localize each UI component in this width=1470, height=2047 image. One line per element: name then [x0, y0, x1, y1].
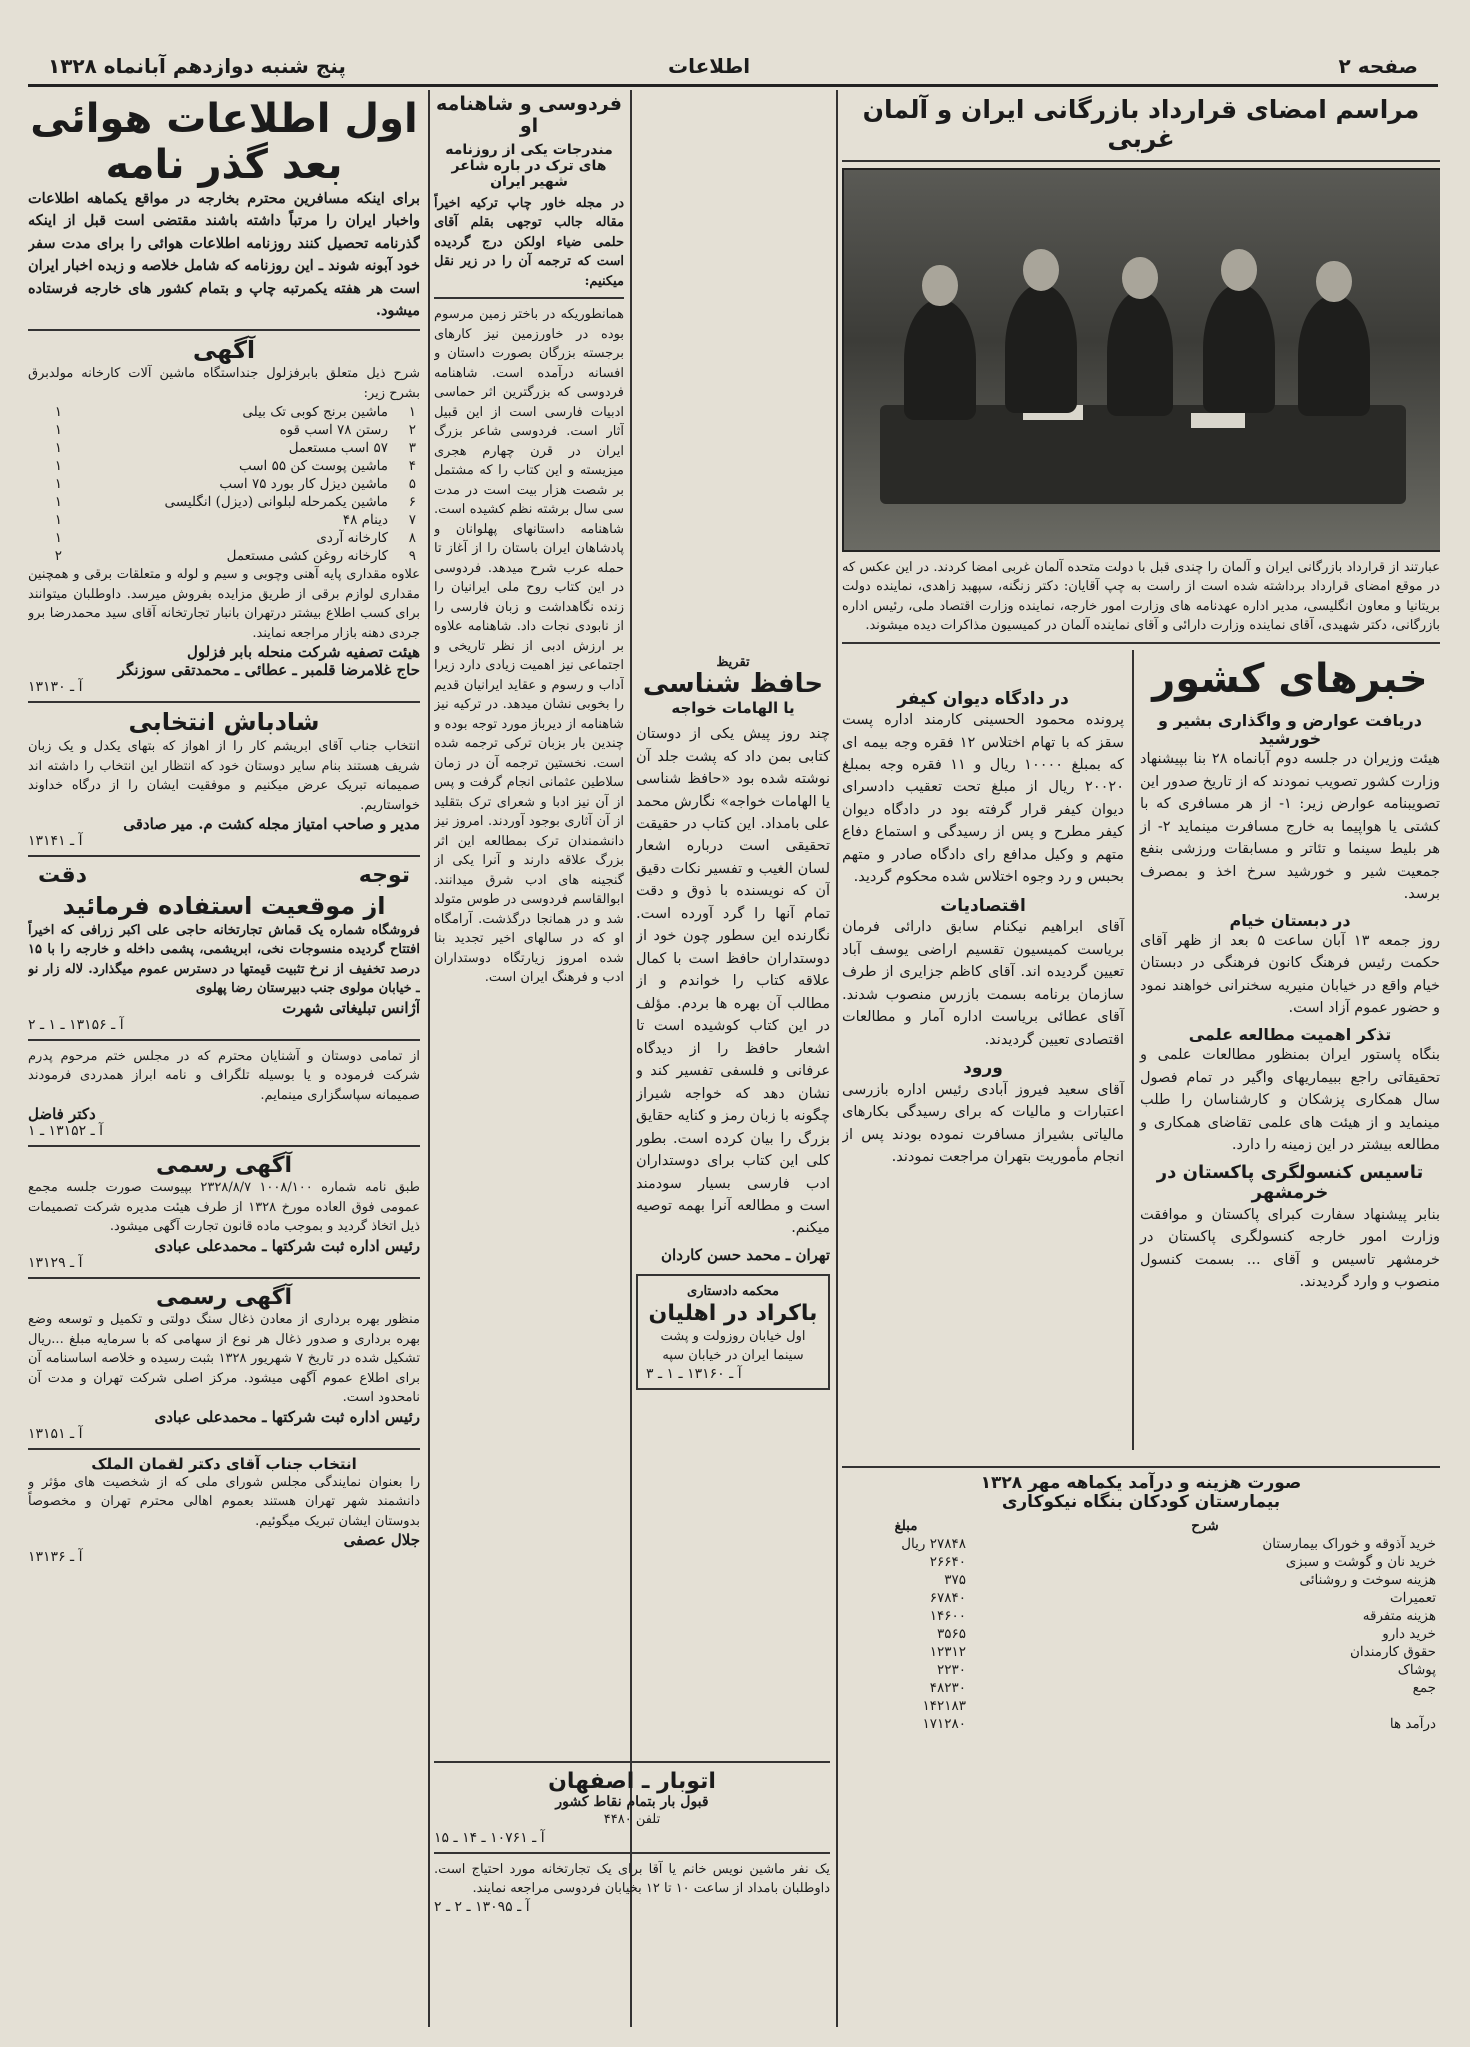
bus-ad: اتوبار ـ اصفهان قبول بار بتمام نقاط کشور تلفن ۴۴۸۰ آ ـ ۱۰۷۶۱ ـ ۱۴ ـ ۱۵ یک نفر ماشین نویس خانم یا آقا برای یک تجارتخانه مورد احتیاج است. داوطلبان بامداد از ساعت ۱۰ تا ۱۲ بخیابان فردوسی مراجعه نمایند. آ ـ ۱۳۰۹۵ ـ ۲ ـ ۲: [434, 1755, 830, 1915]
charity-table: شرح مبلغ خرید آذوقه و خوراک بیمارستان ۲۷۸۴۸ ریال خرید نان و گوشت و سبزی ۲۶۶۴۰ هزینه سوخت و روشنائی ۳۷۵ تعمیرات ۶۷۸۴۰ هزینه متفرقه ۱۴۶۰۰ خرید دارو ۳۵۶۵ حقوق کارمندان ۱۲۳۱۲ پوشاک ۲۲۳۰ جمع ۴۸۲۳۰ ۱۴۲۱۸۳ درآمد ها ۱۷۱۲۸۰: [842, 1517, 1440, 1733]
charity-report: [842, 1460, 1440, 1733]
hafez-signature: تهران ـ محمد حسن کاردان: [661, 1245, 830, 1264]
table-row: ۵ ماشین دیزل کار بورد ۷۵ اسب ۱: [54, 476, 416, 493]
ad1-title: آگهی: [192, 335, 256, 364]
review-label: تقریظ: [716, 655, 750, 670]
ad7-title: انتخاب جناب آقای دکتر لقمان الملک: [91, 1454, 357, 1473]
table-row: ۱ ماشین برنج کوبی تک بیلی ۱: [54, 404, 416, 421]
table-row: ۸ کارخانه آردی ۱: [54, 530, 416, 547]
court-title: در دادگاه دیوان کیفر: [897, 688, 1069, 709]
table-row: هزینه سوخت و روشنائی ۳۷۵: [944, 1571, 1436, 1588]
news-item: تاسیس کنسولگری پاکستان در خرمشهر بنابر پیشنهاد سفارت کبرای پاکستان و موافقت وزارت امور خارجه کنسولگری پاکستان در خرمشهر تاسیس و آقای ... بسمت کنسول منصوب و وارد گردیدند.: [1140, 1161, 1440, 1291]
date-line: پنج شنبه دوازدهم آبانماه ۱۳۲۸: [48, 54, 346, 78]
passport-headline: بعد گذر نامه: [105, 142, 343, 188]
bus-title: اتوبار ـ اصفهان: [548, 1769, 716, 1794]
ad-box: محکمه دادستاری باکراد در اهلیان اول خیابان روزولت و پشت سینما ایران در خیابان سپه آ ـ ۱۳۱۶۰ ـ ۱ ـ ۳: [636, 1274, 830, 1390]
column-rule: [836, 90, 838, 2027]
last-ad: یک نفر ماشین نویس خانم یا آقا برای یک تجارتخانه مورد احتیاج است. داوطلبان بامداد از ساعت ۱۰ تا ۱۲ بخیابان فردوسی مراجعه نمایند.: [434, 1861, 830, 1897]
news-item: تذکر اهمیت مطالعه علمی بنگاه پاستور ایران بمنظور مطالعات علمی و تحقیقاتی راجع ببیماریهای واگیر در تمام فصول سال همکاری پزشکان و کارشناسان را طلب مینماید و از هیئت های علمی تقاضای همکاری و مطالعه بیشتر در این زمینه را دارد.: [1140, 1024, 1440, 1154]
signing-headline: مراسم امضای قرارداد بازرگانی ایران و آلمان غربی: [862, 95, 1420, 153]
arrival-body: آقای سعید فیروز آبادی رئیس اداره بازرسی اعتبارات و مالیات که برای رسیدگی بکارهای مالیاتی بشیراز مسافرت نموده بودند پس از انجام مأموریت بتهران مراجعت نمودند.: [842, 1081, 1124, 1166]
page-number: صفحه ۲: [1338, 54, 1418, 78]
hafez-title: حافظ شناسی: [642, 669, 824, 699]
economy-body: آقای ابراهیم نیکنام سابق دارائی فرمان بریاست کمیسیون تقسیم اراضی یوسف آباد تعیین گردیده اند. آقای کاظم جزایری از طرف سازمان برنامه بسمت بازرس منصوب شدند. آقای عطائی بریاست اداره آمار و مطالعات اقتصادی تعیین گردیدند.: [842, 919, 1124, 1048]
hafez-subtitle: یا الهامات خواجه: [671, 698, 795, 717]
economy-title: اقتصادیات: [940, 895, 1026, 916]
charity-title: صورت هزینه و درآمد یکماهه مهر ۱۳۲۸: [980, 1472, 1302, 1493]
table-row: تعمیرات ۶۷۸۴۰: [929, 1589, 1436, 1606]
court-body: پرونده محمود الحسینی کارمند اداره پست سقز که با تهام اختلاس ۱۲ فقره وجه بیمه ای که بمبلغ ۱۰۰۰۰ ریال و ۱۱ فقره وجه بمبلغ ۲۰۰۲۰ ریال از مبلغ تحت تعقیب دادسرای دیوان کیفر قرار گرفته بود در دادگاه دیوان کیفر مطرح و پس از رسیدگی و استماع دفاع متهم و وکیل مدافع رای دادگاه صادر و متهم بحبس و رد وجوه اختلاس شده محکوم گردید.: [842, 712, 1124, 886]
ferdowsi-title: فردوسی و شاهنامه او: [436, 93, 622, 137]
ferdowsi-subtitle: مندرجات یکی از روزنامه های ترک در باره شاعر شهیر ایران: [445, 141, 613, 190]
table-row: جمع ۴۸۲۳۰: [929, 1679, 1436, 1696]
table-row: پوشاک ۲۲۳۰: [936, 1661, 1436, 1678]
column-rule: [630, 90, 632, 2027]
charity-subtitle: بیمارستان کودکان بنگاه نیکوکاری: [1001, 1492, 1281, 1513]
column-rule: [428, 90, 430, 2027]
table-row: خرید نان و گوشت و سبزی ۲۶۶۴۰: [929, 1553, 1436, 1570]
table-row: ۶ ماشین یکمرحله لبلوانی (دیزل) انگلیسی ۱: [54, 494, 416, 511]
machinery-table: [28, 403, 420, 565]
table-row: درآمد ها ۱۷۱۲۸۰: [922, 1715, 1436, 1732]
table-row: حقوق کارمندان ۱۲۳۱۲: [929, 1643, 1436, 1660]
arrival-title: ورود: [963, 1058, 1003, 1079]
ferdowsi-body: همانطوریکه در باختر زمین مرسوم بوده در خاورزمین نیز کارهای برجسته بزرگان بصورت داستان و افسانه درآمده است. شاهنامه فردوسی که بزرگترین اثر حماسی ادبیات فارسی است از این قبیل آثار است. فردوسی شاعر بزرگ ایران در قرن چهارم هجری میزیسته و این کتاب را که مشتمل بر شصت هزار بیت است در مدت سی سال برشته نظم کشیده است. شاهنامه داستانهای پهلوانان و پادشاهان ایران باستان را از آغاز تا حمله عرب شرح میدهد. فردوسی در این کتاب روح ملی ایرانیان را زنده نگاهداشت و زبان فارسی را از نابودی نجات داد. شاهنامه علاوه بر ارزش ادبی از نظر تاریخی و اجتماعی نیز اهمیت زیادی دارد زیرا آداب و رسوم و عقاید ایرانیان قدیم را بخوبی نشان میدهد. در ترکیه نیز شاهنامه از دیرباز مورد توجه بوده و چندین بار بزبان ترکی ترجمه شده است. نخستین ترجمه آن در زمان سلاطین عثمانی انجام گرفت و پس از آن نیز ادبا و شعرای ترک بتقلید از آن آثاری بوجود آوردند. امروز نیز دانشمندان ترک بمطالعه این اثر بزرگ علاقه دارند و آنرا یکی از گنجینه های ادب شرق میدانند. ابوالقاسم فردوسی در طوس متولد شد و در همانجا درگذشت. آرامگاه او که در سالهای اخیر تجدید بنا شده امروز زیارتگاه دوستداران ادب و فرهنگ ایران است.: [434, 307, 624, 986]
news-section: [1140, 650, 1440, 1294]
table-row: خرید آذوقه و خوراک بیمارستان ۲۷۸۴۸ ریال: [901, 1535, 1436, 1552]
news-title: خبرهای کشور: [1152, 655, 1428, 702]
ad2-title: شادباش انتخابی: [128, 708, 320, 737]
left-column: اول اطلاعات هوائی بعد گذر نامه برای اینکه مسافرین محترم بخارجه در مواقع یکماهه اطلاعات واخبار ایران را مرتباً داشته باشند مقتضی است قبل از اینکه گذرنامه تحصیل کنند روزنامه اطلاعات هوائی را برای مدت سفر خود آبونه شوند ـ این روزنامه که شامل خلاصه و زبده اخبار ایران است هر هفته یکمرتبه چاپ و بتمام کشور های خارجه فرستاده میشود. آگهی شرح ذیل متعلق بابرفزلول جنداستگاه ماشین آلات کارخانه مولدبرق بشرح زیر: ۱ ماشین برنج کوبی تک بیلی ۱ ۲ رستن ۷۸ اسب قوه ۱ ۳ ۵۷ اسب مستعمل ۱ ۴ ماشین پوست کن ۵۵ اسب ۱ ۵ ماشین دیزل کار بورد ۷۵ اسب ۱ ۶ ماشین یکمرحله لبلوانی (دیزل) انگلیسی ۱ ۷ دینام ۴۸ ۱ ۸ کارخانه آردی ۱ ۹ کارخانه روغن کشی مستعمل ۲ علاوه مقداری پایه آهنی وچوبی و سیم و لوله و متعلقات برقی و همچنین مقداری لوازم برقی از طریق مزایده بفروش میرسد. داوطلبان میتوانند برای کسب اطلاع بیشتر درتهران بانبار تجارتخانه آقای سید محمدرضا برو جردی دهنه بازار مراجعه نمایند. هیئت تصفیه شرکت منحله بابر فزلول حاج غلامرضا قلمبر ـ عطائی ـ محمدتقی سوزنگر آ ـ ۱۳۱۳۰ شادباش انتخابی انتخاب جناب آقای ابریشم کار را از اهواز که بتهای یکدل و یک زبان شریف هستند بنام سایر دوستان خود که انتظار این انتخاب را داشته اند صمیمانه تبریک عرض میکنیم و موفقیت ایشان را از درگاه خداوند خواستاریم. مدیر و صاحب امتیاز مجله کشت م. میر صادقی آ ـ ۱۳۱۴۱ توجه دقت از موقعیت استفاده فرمائید فروشگاه شماره یک قماش تجارتخانه حاجی علی اکبر زرافی که اخیراً افتتاح گردیده منسوجات نخی، ابریشمی، پشمی داخله و خارجه را با ۱۵ درصد تخفیف از نرخ تثبیت قیمتها در دسترس عموم میگذارد. لاله زار نو ـ خیابان مولوی جنب دبیرستان رضا پهلوی آژانس تبلیغاتی شهرت آ ـ ۱۳۱۵۶ ـ ۱ ـ ۲ از تمامی دوستان و آشنایان محترم که در مجلس ختم مرحوم پدرم شرکت فرموده و یا بوسیله تلگراف و نامه ابراز همدردی فرمودند صمیمانه سپاسگزاری مینمایم. دکتر فاضل آ ـ ۱۳۱۵۲ ـ ۱ آگهی رسمی طبق نامه شماره ۱۰۰۸/۱۰۰ ۲۳۲۸/۸/۷ بپیوست صورت جلسه مجمع عمومی فوق العاده مورخ ۱۳۲۸ از طرف هیئت مدیره شرکت تصمیمات ذیل اتخاذ گردید و بموجب ماده قانون تجارت آگهی میشود. رئیس اداره ثبت شرکتها ـ محمدعلی عبادی آ ـ ۱۳۱۲۹ آگهی رسمی منظور بهره برداری از معادن ذغال سنگ دولتی و تکمیل و توسعه وضع بهره برداری و صدور ذغال هر نوع از سهامی که با سرمایه مبلغ ...ریال تشکیل شده در تاریخ ۷ شهریور ۱۳۲۸ بثبت رسیده و خلاصه اساسنامه آن برای اطلاع عموم آگهی میشود. مرکز اصلی شرکت تهران و مدت آن نامحدود است. رئیس اداره ثبت شرکتها ـ محمدعلی عبادی آ ـ ۱۳۱۵۱ انتخاب جناب آقای دکتر لقمان الملک را بعنوان نمایندگی مجلس شورای ملی که از شخصیت های مؤثر و دانشمند شهر تهران هستند بعموم اهالی محترم تهران و مخصوصاً بدوستان ایشان تبریک میگوئیم. جلال عصفی آ ـ ۱۳۱۳۶: [28, 96, 420, 1566]
news-item: دریافت عوارض و واگذاری بشیر و خورشید هیئت وزیران در جلسه دوم آبانماه ۲۸ بنا بپیشنهاد وزارت کشور تصویب نمودند که از تاریخ صدور این تصویبنامه عوارض زیر: ۱- از هر مسافری که با کشتی یا هواپیما به خارج مسافرت مینماید ۲- از هر بلیط سینما و تئاتر و مسابقات ورزشی بنفع جمعیت شیر و خورشید سرخ اخذ و بمصرف برسد.: [1140, 710, 1440, 903]
table-row: هزینه متفرقه ۱۴۶۰۰: [929, 1607, 1436, 1624]
hafez-body: چند روز پیش یکی از دوستان کتابی بمن داد که پشت جلد آن نوشته شده بود «حافظ شناسی یا الهامات خواجه» نگارش محمد علی بامداد. این کتاب در حقیقت تحقیقی است درباره اشعار لسان الغیب و تفسیر نکات دقیق آن که نویسنده با ذوق و دقت تمام آنها را گرد آورده است. نگارنده این سطور چون خود از دوستداران حافظ است با کمال علاقه کتاب را خواندم و از مطالب آن بهره ها بردم. مؤلف در این کتاب کوشیده است تا اشعار حافظ را از دیدگاه عرفانی و فلسفی تفسیر کند و نشان دهد که خواجه شیراز چگونه با زبان رمز و کنایه حقایق بزرگ را بیان کرده است. بطور کلی این کتاب برای دوستداران ادب فارسی بسیار سودمند است و مطالعه آنرا بهمه توصیه میکنم.: [636, 726, 830, 1237]
news-item: در دبستان خیام روز جمعه ۱۳ آبان ساعت ۵ بعد از ظهر آقای حکمت رئیس فرهنگ کانون فرهنگی در دبستان خیام واقع در خیابان منیریه سخنرانی خواهند نمود و حضور عموم آزاد است.: [1140, 910, 1440, 1017]
signing-photo: [842, 168, 1440, 552]
ferdowsi-intro: در مجله خاور چاپ ترکیه اخیراً مقاله جالب توجهی بقلم آقای حلمی ضیاء اولکن درج گردیده است که ترجمه آن را در زیر نقل میکنیم:: [434, 195, 624, 289]
photo-caption: عبارتند از قرارداد بازرگانی ایران و آلمان را چندی قبل با دولت متحده آلمان غربی امضا کردند. در این عکس که در موقع امضای قرارداد برداشته شده است از راست به چپ آقایان: دکتر زنگنه، سپهبد زاهدی، نماینده دولت بریتانیا و معاون انگلیسی، مدیر اداره عهدنامه های وزارت امور خارجه، نماینده وزارت اقتصاد ملی، رئیس اداره بازرگانی، دکتر شهیدی، آقای نماینده وزارت دارائی و آقای نماینده آلمان در کمیسیون مذاکرات دیده میشوند.: [842, 559, 1440, 633]
table-row: ۲ رستن ۷۸ اسب قوه ۱: [54, 422, 416, 439]
page-header: [28, 50, 1438, 87]
air-edition-headline: اول اطلاعات هوائی: [30, 96, 418, 142]
ad5-title: آگهی رسمی: [155, 1153, 293, 1179]
ad6-title: آگهی رسمی: [155, 1284, 293, 1310]
table-row: ۱۴۲۱۸۳: [922, 1697, 966, 1714]
table-row: خرید دارو ۳۵۶۵: [936, 1625, 1436, 1642]
table-row: ۴ ماشین پوست کن ۵۵ اسب ۱: [54, 458, 416, 475]
right-column: [842, 90, 1440, 2027]
air-edition-text: برای اینکه مسافرین محترم بخارجه در مواقع یکماهه اطلاعات واخبار ایران را مرتباً داشته باشند مقتضی است قبل از اینکه گذرنامه تحصیل کنند روزنامه اطلاعات هوائی را برای مدت سفر خود آبونه شوند ـ این روزنامه که شامل خلاصه و زبده اخبار ایران است هر هفته یکمرتبه چاپ و بتمام کشور های خارجه فرستاده میشود.: [28, 190, 420, 320]
table-row: ۷ دینام ۴۸ ۱: [54, 512, 416, 529]
table-row: ۳ ۵۷ اسب مستعمل ۱: [54, 440, 416, 457]
court-section: [842, 650, 1124, 1169]
paper-name: اطلاعات: [668, 54, 751, 78]
ferdowsi-column: [434, 90, 624, 2027]
ad3-title: از موقعیت استفاده فرمائید: [62, 892, 386, 920]
table-row: ۹ کارخانه روغن کشی مستعمل ۲: [54, 548, 416, 565]
